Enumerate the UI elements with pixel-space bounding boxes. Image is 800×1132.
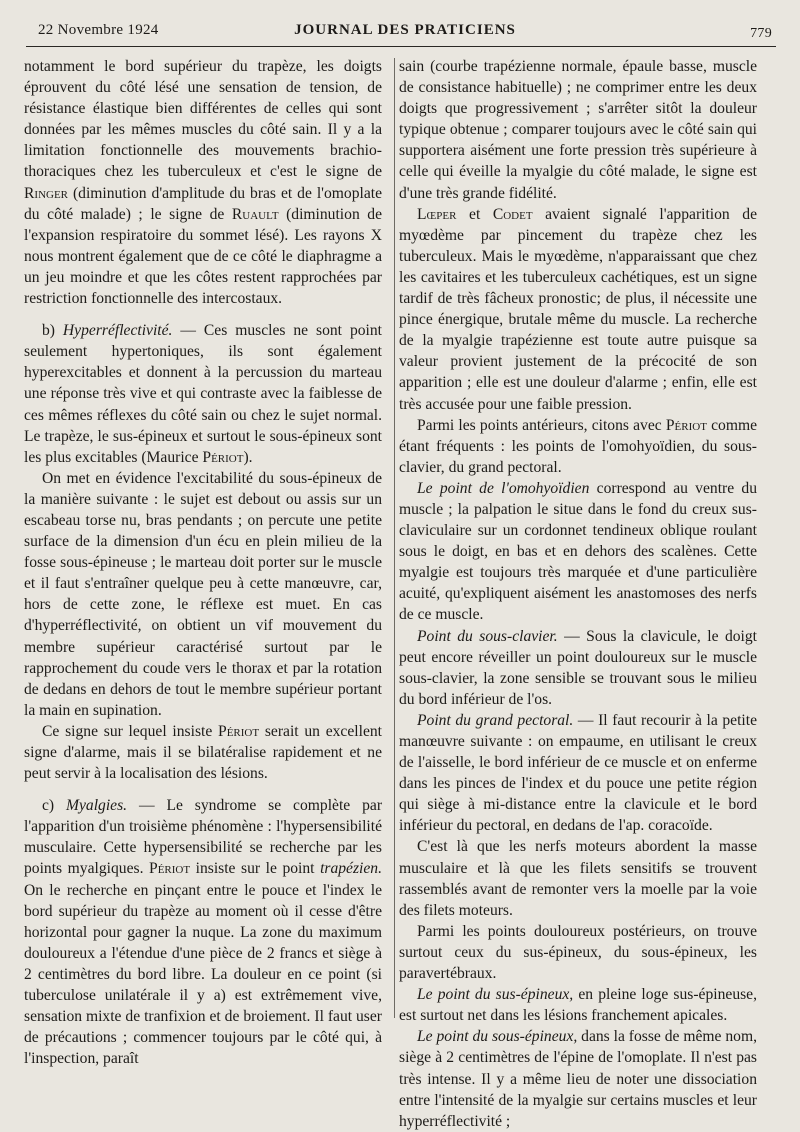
paragraph: [24, 56, 382, 309]
body-text: notamment le bord supérieur du trapèze, les doigts éprouvent du côté lésé une sensation de tension, de résistance élastique bien différentes de celles qui sont données par les mêmes muscles du côté sain. Il y a la limitation fonctionnelle des mouvements brachio-thoraciques chez les tuberculeux et c'est le signe de: [24, 58, 382, 181]
issue-date: 22 Novembre 1924: [38, 22, 159, 38]
body-text: Ce signe sur lequel insiste: [42, 722, 219, 740]
right-column: [399, 56, 757, 1132]
header-rule: [26, 46, 776, 47]
body-text: Parmi les points douloureux postérieurs, on trouve surtout ceux du sus-épineux, du sous-épineux, les paravertébraux.: [399, 922, 757, 983]
body-text: (diminution d'amplitude du bras et de l'omoplate du côté malade) ; le signe de: [24, 184, 382, 223]
body-text: correspond au ventre du muscle ; la palpation le situe dans le fond du creux sus-claviculaire sur un cordonnet tendineux oblique roulant sous le doigt, en bas et en dehors des scalènes. Cette myalgie est toujours très marquée et d'une particulière acuité, qu'expliquent aisément les anastomoses des nerfs de ce muscle.: [399, 479, 758, 624]
paragraph: [24, 320, 382, 468]
author-name: Périot: [218, 722, 260, 740]
body-text: On met en évidence l'excitabilité du sous-épineux de la manière suivante : le sujet est debout ou assis sur un escabeau torse nu, bras pendants ; on percute une petite surface de la dimension d'un écu en plein milieu de la fosse sous-épineuse ; le marteau doit porter sur le muscle et il faut s'entraîner quelque peu à cette manœuvre, car, hors de cette zone, le réflexe est muet. En cas d'hyperréflectivité, on obtient un vif mouvement du membre supérieur caractérisé surtout par le rapprochement du coude vers le thorax et par la rotation de dedans en dehors de tout le membre supérieur portant la main en supination.: [24, 469, 382, 719]
body-text: — Ces muscles ne sont point seulement hypertoniques, ils sont également hyperexcitables et donnent à la percussion du marteau une réponse très vive et qui contraste avec la faiblesse de ces mêmes réflexes du côté sain ou chez le sujet normal. Le trapèze, le sus-épineux et surtout le sous-épineux sont les plus excitables (Maurice: [24, 322, 382, 466]
author-name: Ringer: [24, 184, 69, 202]
body-text: c): [42, 797, 67, 815]
body-text: en pleine loge sus-épineuse, est surtout net dans les lésions franchement apicales.: [399, 986, 758, 1025]
emphasis-text: Hyperréflectivité.: [62, 322, 173, 340]
author-name: Périot: [149, 860, 191, 878]
body-text: serait un excellent signe d'alarme, mais il se bilatéralise rapidement et ne peut servir à la localisation des lésions.: [24, 722, 382, 783]
body-text: comme étant fréquents : les points de l'omohyoïdien, du sous-clavier, du grand pectoral.: [399, 416, 757, 476]
paragraph: [24, 468, 382, 721]
paragraph: [399, 626, 757, 710]
body-text: b): [42, 322, 63, 340]
emphasis-text: Le point du sus-épineux,: [417, 986, 574, 1004]
author-name: Codet: [492, 205, 533, 223]
emphasis-text: Myalgies.: [66, 797, 128, 815]
author-name: Périot: [202, 448, 244, 466]
paragraph: [399, 921, 757, 984]
page-number: 779: [750, 26, 772, 41]
paragraph: [24, 721, 382, 784]
paragraph: [24, 795, 382, 1069]
body-text: sain (courbe trapézienne normale, épaule basse, muscle de consistance habituelle) ; ne comprimer entre les deux doigts que progressivement ; s'arrêter sitôt la douleur typique obtenue ; comparer toujours avec le côté sain qui supportera aisément une forte pression très supérieure à celle qui éveille la myalgie du côté malade, le signe est d'une très grande fidélité.: [399, 58, 757, 202]
body-text: ).: [243, 448, 253, 466]
body-text: — Il faut recourir à la petite manœuvre suivante : on empaume, en utilisant le creux de l'aisselle, le bord inférieur de ce muscle et on enferme dans les pinces de l'index et du pouce une petite région qui siège à mi-distance entre la clavicule et le bord inférieur du pectoral, en dedans de l'ap. coracoïde.: [399, 711, 757, 835]
body-text: — Le syndrome se complète par l'apparition d'un troisième phénomène : l'hypersensibilité musculaire. Cette hypersensibilité se recherche par les points myalgiques.: [24, 797, 383, 878]
body-text: (diminution de l'expansion respiratoire du sommet lésé). Les rayons X nous montrent également que de ce côté le diaphragme a un jeu moindre et que les côtes restent rapprochées par restriction fonctionnelle des intercostaux.: [24, 205, 383, 308]
paragraph: [399, 415, 757, 478]
paragraph: [399, 984, 757, 1026]
paragraph: [399, 56, 757, 204]
body-text: — Sous la clavicule, le doigt peut encore réveiller un point douloureux sur le muscle sous-clavier, la zone sensible se trouvant sous le milieu du bord inférieur de l'os.: [399, 627, 757, 708]
body-text: avaient signalé l'apparition de myœdème par pincement du trapèze chez les tuberculeux. Mais le myœdème, n'apparaissant que chez les cavitaires et les tuberculeux cachétiques, est un signe tardif de très fâcheux pronostic; de plus, il nécessite une pince énergique, brutale même du muscle. La recherche de la myalgie trapézienne est toute autre puisque sa valeur provient justement de la précocité de son apparition ; elle est une douleur d'alarme ; enfin, elle est très accusée pour une faible pression.: [399, 205, 757, 413]
body-text: insiste sur le point: [190, 860, 321, 878]
emphasis-text: Point du sous-clavier.: [417, 627, 558, 645]
paragraph: [399, 204, 757, 415]
journal-title: JOURNAL DES PRATICIENS: [294, 22, 516, 38]
author-name: Périot: [665, 416, 707, 434]
running-header: [38, 22, 772, 46]
emphasis-text: Le point de l'omohyoïdien: [417, 479, 590, 497]
emphasis-text: Le point du sous-épineux,: [417, 1028, 578, 1046]
column-divider: [394, 58, 395, 1018]
body-text: On le recherche en pinçant entre le pouce et l'index le bord supérieur du trapèze au moment où il cesse d'être horizontal pour gagner la nuque. La zone du maximum douloureux a l'étendue d'une pièce de 2 francs et siège à 2 centimètres du bord libre. La douleur en ce point (si tuberculose unilatérale il y a) est extrêmement vive, sensation mixte de tranfixion et de broiement. Il faut user de précautions ; commencer toujours par le côté qui, à l'inspection, paraît: [24, 881, 382, 1068]
emphasis-text: trapézien.: [320, 860, 382, 878]
body-text: dans la fosse de même nom, siège à 2 centimètres de l'épine de l'omoplate. Il n'est pas très intense. Il y a même lieu de noter une dissociation entre l'intensité de la myalgie sur certains muscles et leur hyperréflectivité ;: [399, 1028, 758, 1130]
body-text: Parmi les points antérieurs, citons avec: [417, 416, 666, 434]
author-name: Lœper: [417, 205, 457, 223]
paragraph: [399, 1026, 757, 1131]
paragraph: [399, 710, 757, 837]
body-text: C'est là que les nerfs moteurs abordent la masse musculaire et là que les filets sensitifs se trouvent rassemblés avant de remonter vers la moelle par la voie des filets moteurs.: [399, 838, 757, 919]
left-column: [24, 56, 382, 1069]
paragraph: [399, 836, 757, 920]
author-name: Ruault: [231, 205, 279, 223]
emphasis-text: Point du grand pectoral.: [417, 711, 574, 729]
paragraph: [399, 478, 757, 626]
body-text: et: [456, 205, 493, 223]
